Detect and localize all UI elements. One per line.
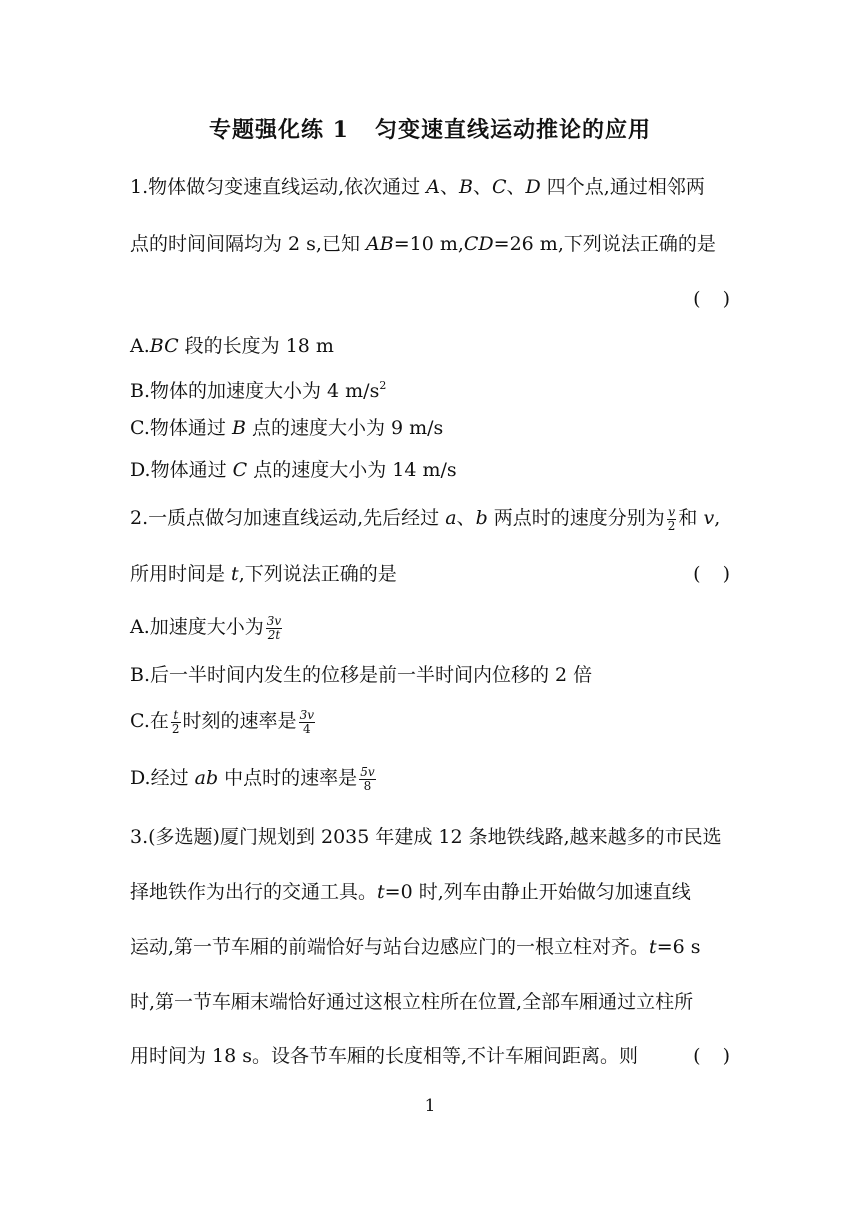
q1-answer-paren: (): [693, 288, 752, 310]
page-title: [0, 113, 860, 144]
fraction-3v-over-4: $\frac{3v}{4}$: [299, 707, 314, 736]
fraction-3v-over-2t: $\frac{3v}{2t}$: [266, 613, 282, 642]
q3-line-4: 时,第一节车厢末端恰好通过这根立柱所在位置,全部车厢通过立柱所: [130, 991, 694, 1013]
q2-option-b: B.后一半时间内发生的位移是前一半时间内位移的 2 倍: [130, 664, 593, 686]
q3-answer-paren: (): [693, 1045, 752, 1067]
q1-line-2: 点的时间间隔均为 2 s,已知 AB=10 m,CD=26 m,下列说法正确的是: [130, 233, 716, 255]
q1-option-d: D.物体通过 C 点的速度大小为 14 m/s: [130, 459, 457, 481]
q2-line-2: 所用时间是 t,下列说法正确的是: [130, 563, 397, 585]
title-part-1: 专题强化练 1: [209, 117, 349, 143]
fraction-v-over-2: $\frac{v}{2}$: [667, 504, 676, 533]
page-number: 1: [424, 1096, 436, 1116]
fraction-t-over-2: $\frac{t}{2}$: [171, 707, 180, 736]
q3-line-3: 运动,第一节车厢的前端恰好与站台边感应门的一根立柱对齐。t=6 s: [130, 936, 701, 958]
q2-line-1: 2.一质点做匀加速直线运动,先后经过 a、b 两点时的速度分别为 $\frac{v}{2}$ 和 v,: [130, 504, 721, 533]
fraction-5v-over-8: $\frac{5v}{8}$: [360, 764, 375, 793]
q2-option-c: C.在 $\frac{t}{2}$ 时刻的速率是 $\frac{3v}{4}$: [130, 707, 314, 736]
q3-line-2: 择地铁作为出行的交通工具。t=0 时,列车由静止开始做匀加速直线: [130, 881, 691, 903]
q1-option-c: C.物体通过 B 点的速度大小为 9 m/s: [130, 417, 444, 439]
q3-line-5: 用时间为 18 s。设各节车厢的长度相等,不计车厢间距离。则: [130, 1045, 639, 1067]
q1-option-b: B.物体的加速度大小为 4 $m/s^2$: [130, 379, 387, 402]
q2-option-d: D.经过 ab 中点时的速率是 $\frac{5v}{8}$: [130, 764, 375, 793]
q1-line-1: 1.物体做匀变速直线运动,依次通过 A、B、C、D 四个点,通过相邻两: [130, 176, 705, 198]
q2-option-a: A.加速度大小为 $\frac{3v}{2t}$: [130, 613, 282, 642]
q2-answer-paren: (): [693, 563, 752, 585]
q1-option-a: A.BC 段的长度为 18 m: [130, 335, 334, 357]
title-part-2: 匀变速直线运动推论的应用: [374, 117, 651, 143]
q3-line-1: 3.(多选题)厦门规划到 2035 年建成 12 条地铁线路,越来越多的市民选: [130, 826, 722, 848]
